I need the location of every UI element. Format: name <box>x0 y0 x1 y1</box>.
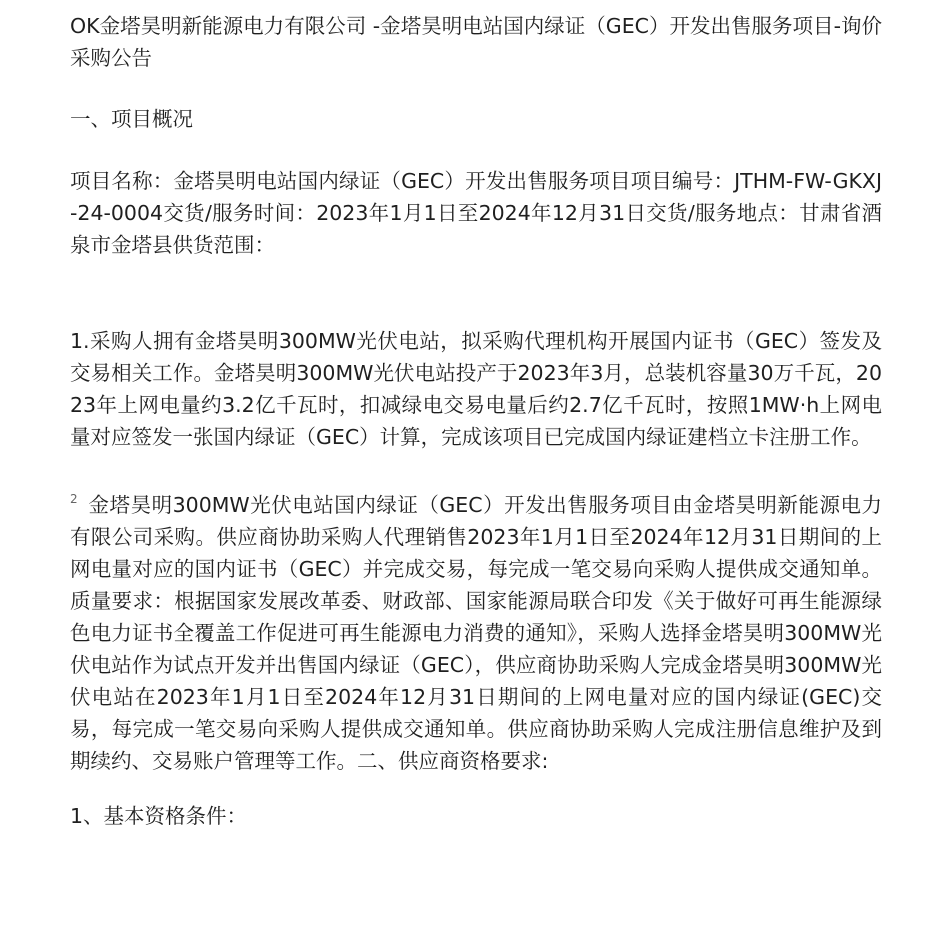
section-heading-overview: 一、项目概况 <box>70 107 193 131</box>
item-2-marker: 2 <box>70 492 78 506</box>
basic-qualification-heading: 1、基本资格条件： <box>70 804 248 828</box>
document-body <box>70 10 882 832</box>
project-overview-paragraph: 项目名称：金塔昊明电站国内绿证（GEC）开发出售服务项目项目编号：JTHM-FW-GKXJ-24-0004交货/服务时间：2023年1月1日至2024年12月31日交货/服务地点：甘肃省酒泉市金塔县供货范围： <box>70 169 882 257</box>
document-title: OK金塔昊明新能源电力有限公司 -金塔昊明电站国内绿证（GEC）开发出售服务项目-询价采购公告 <box>70 14 882 70</box>
scope-item-1-paragraph: 1.采购人拥有金塔昊明300MW光伏电站，拟采购代理机构开展国内证书（GEC）签发及交易相关工作。金塔昊明300MW光伏电站投产于2023年3月，总装机容量30万千瓦，2023年上网电量约3.2亿千瓦时，扣减绿电交易电量后约2.7亿千瓦时，按照1MW·h上网电量对应签发一张国内绿证（GEC）计算，完成该项目已完成国内绿证建档立卡注册工作。 <box>70 329 882 449</box>
scope-item-2-text: 金塔昊明300MW光伏电站国内绿证（GEC）开发出售服务项目由金塔昊明新能源电力有限公司采购。供应商协助采购人代理销售2023年1月1日至2024年12月31日期间的上网电量对应的国内证书（GEC）并完成交易，每完成一笔交易向采购人提供成交通知单。质量要求：根据国家发展改革委、财政部、国家能源局联合印发《关于做好可再生能源绿色电力证书全覆盖工作促进可再生能源电力消费的通知》，采购人选择金塔昊明300MW光伏电站作为试点开发并出售国内绿证（GEC），供应商协助采购人完成金塔昊明300MW光伏电站在2023年1月1日至2024年12月31日期间的上网电量对应的国内绿证(GEC)交易，每完成一笔交易向采购人提供成交通知单。供应商协助采购人完成注册信息维护及到期续约、交易账户管理等工作。二、供应商资格要求: <box>70 493 882 773</box>
scope-item-2-paragraph <box>70 489 882 777</box>
